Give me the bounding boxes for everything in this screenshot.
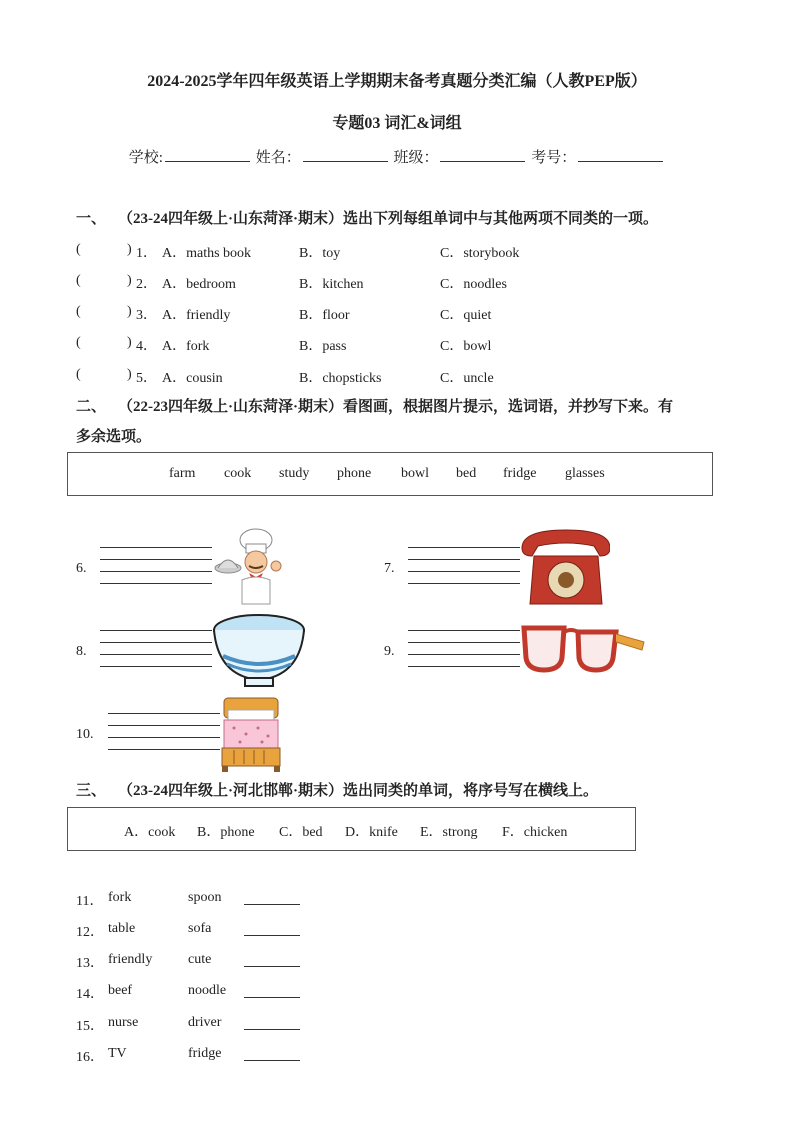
answer-blank[interactable] — [244, 904, 300, 905]
picture-item-number: 6. — [76, 561, 87, 576]
page-title: 2024-2025学年四年级英语上学期期末备考真题分类汇编（人教PEP版） — [147, 73, 647, 90]
option-c[interactable]: C．quiet — [440, 308, 492, 323]
answer-line[interactable] — [100, 571, 212, 572]
option-a[interactable]: A．fork — [162, 339, 210, 354]
matching-row — [76, 983, 376, 1003]
answer-paren-open[interactable]: ( — [76, 304, 81, 319]
answer-line[interactable] — [100, 547, 212, 548]
matching-row — [76, 890, 376, 910]
question-row — [76, 304, 716, 324]
answer-blank[interactable] — [244, 997, 300, 998]
picture-item-number: 8. — [76, 644, 87, 659]
question-number: 3． — [136, 308, 157, 323]
section1-heading — [76, 204, 726, 234]
word-bank-item: glasses — [565, 466, 605, 481]
row-number: 13． — [76, 956, 104, 971]
section3-instruction: （23-24四年级上·河北邯郸·期末）选出同类的单词，将序号写在横线上。 — [118, 783, 599, 799]
section3-heading — [76, 776, 726, 806]
option-a[interactable]: A．maths book — [162, 246, 252, 261]
bowl-icon — [211, 612, 307, 690]
answer-line[interactable] — [100, 666, 212, 667]
word-bank-item: study — [279, 466, 310, 481]
answer-blank[interactable] — [244, 935, 300, 936]
answer-line[interactable] — [408, 571, 520, 572]
answer-line[interactable] — [100, 642, 212, 643]
row-word-1: TV — [108, 1046, 127, 1061]
word-bank-item: bed — [456, 466, 477, 481]
answer-line[interactable] — [408, 583, 520, 584]
section1-instruction: （23-24四年级上·山东菏泽·期末）选出下列每组单词中与其他两项不同类的一项。 — [118, 211, 659, 227]
option-c[interactable]: C．bowl — [440, 339, 492, 354]
question-number: 1． — [136, 246, 157, 261]
row-number: 16． — [76, 1050, 104, 1065]
option-item: A．cook — [124, 825, 176, 840]
answer-paren-close[interactable]: ) — [127, 304, 132, 319]
row-word-1: table — [108, 921, 136, 936]
question-number: 2． — [136, 277, 157, 292]
answer-line[interactable] — [100, 654, 212, 655]
answer-line[interactable] — [408, 666, 520, 667]
answer-blank[interactable] — [244, 966, 300, 967]
answer-paren-open[interactable]: ( — [76, 367, 81, 382]
answer-line[interactable] — [100, 583, 212, 584]
section2-heading — [76, 392, 726, 452]
telephone-icon — [516, 526, 610, 608]
picture-item-number: 10. — [76, 727, 94, 742]
row-word-2: fridge — [188, 1046, 222, 1061]
row-word-1: friendly — [108, 952, 153, 967]
row-word-2: cute — [188, 952, 212, 967]
question-row — [76, 335, 716, 355]
word-bank-box — [67, 452, 713, 496]
row-number: 14． — [76, 987, 104, 1002]
section1-number: 一、 — [76, 211, 107, 227]
option-a[interactable]: A．cousin — [162, 371, 223, 386]
option-item: C．bed — [279, 825, 323, 840]
answer-line[interactable] — [108, 737, 220, 738]
section2-instruction-line2: 多余选项。 — [76, 429, 152, 445]
question-row — [76, 242, 716, 262]
option-a[interactable]: A．bedroom — [162, 277, 236, 292]
option-item: E．strong — [420, 825, 478, 840]
section2-number: 二、 — [76, 399, 107, 415]
matching-row — [76, 921, 376, 941]
class-blank[interactable] — [440, 147, 525, 162]
row-word-1: nurse — [108, 1015, 139, 1030]
school-label: 学校: — [128, 150, 163, 166]
option-b[interactable]: B．chopsticks — [299, 371, 382, 386]
school-blank[interactable] — [165, 147, 250, 162]
answer-line[interactable] — [108, 749, 220, 750]
option-b[interactable]: B．floor — [299, 308, 350, 323]
picture-item-number: 7. — [384, 561, 395, 576]
glasses-icon — [520, 620, 648, 674]
row-word-2: sofa — [188, 921, 212, 936]
question-row — [76, 273, 716, 293]
options-box — [67, 807, 636, 851]
answer-line[interactable] — [108, 713, 220, 714]
option-c[interactable]: C．noodles — [440, 277, 507, 292]
row-number: 12． — [76, 925, 104, 940]
matching-row — [76, 1015, 376, 1035]
word-bank-item: farm — [169, 466, 196, 481]
option-c[interactable]: C．storybook — [440, 246, 520, 261]
row-number: 15． — [76, 1019, 104, 1034]
row-word-1: fork — [108, 890, 132, 905]
answer-line[interactable] — [408, 630, 520, 631]
answer-blank[interactable] — [244, 1060, 300, 1061]
answer-line[interactable] — [408, 547, 520, 548]
option-b[interactable]: B．toy — [299, 246, 341, 261]
option-b[interactable]: B．pass — [299, 339, 347, 354]
student-info-row — [0, 146, 794, 167]
question-row — [76, 367, 716, 387]
exam-number-blank[interactable] — [578, 147, 663, 162]
row-word-2: noodle — [188, 983, 227, 998]
page-subtitle: 专题03 词汇&词组 — [332, 115, 462, 132]
word-bank-item: bowl — [401, 466, 429, 481]
answer-paren-open[interactable]: ( — [76, 273, 81, 288]
answer-blank[interactable] — [244, 1029, 300, 1030]
matching-row — [76, 952, 376, 972]
answer-paren-open[interactable]: ( — [76, 335, 81, 350]
option-item: D．knife — [345, 825, 398, 840]
answer-line[interactable] — [108, 725, 220, 726]
word-bank-item: phone — [337, 466, 372, 481]
answer-paren-open[interactable]: ( — [76, 242, 81, 257]
question-number: 4． — [136, 339, 157, 354]
answer-line[interactable] — [408, 654, 520, 655]
answer-paren-close[interactable]: ) — [127, 242, 132, 257]
section2-instruction-line1: （22-23四年级上·山东菏泽·期末）看图画，根据图片提示，选词语，并抄写下来。有 — [118, 399, 674, 415]
row-word-1: beef — [108, 983, 133, 998]
matching-row — [76, 1046, 376, 1066]
option-a[interactable]: A．friendly — [162, 308, 231, 323]
option-item: F．chicken — [502, 825, 568, 840]
name-blank[interactable] — [303, 147, 388, 162]
question-number: 5． — [136, 371, 157, 386]
option-c[interactable]: C．uncle — [440, 371, 494, 386]
answer-paren-close[interactable]: ) — [127, 335, 132, 350]
answer-line[interactable] — [100, 559, 212, 560]
row-word-2: driver — [188, 1015, 222, 1030]
answer-paren-close[interactable]: ) — [127, 367, 132, 382]
picture-item-number: 9. — [384, 644, 395, 659]
class-label: 班级： — [393, 150, 439, 166]
row-number: 11． — [76, 894, 104, 909]
bed-icon — [220, 694, 282, 774]
option-item: B．phone — [197, 825, 255, 840]
exam-number-label: 考号： — [531, 150, 577, 166]
answer-line[interactable] — [408, 559, 520, 560]
word-bank-item: fridge — [503, 466, 537, 481]
row-word-2: spoon — [188, 890, 222, 905]
answer-line[interactable] — [100, 630, 212, 631]
word-bank-item: cook — [224, 466, 252, 481]
chef-icon — [214, 526, 286, 606]
answer-line[interactable] — [408, 642, 520, 643]
option-b[interactable]: B．kitchen — [299, 277, 364, 292]
section3-number: 三、 — [76, 783, 107, 799]
answer-paren-close[interactable]: ) — [127, 273, 132, 288]
name-label: 姓名： — [255, 150, 301, 166]
